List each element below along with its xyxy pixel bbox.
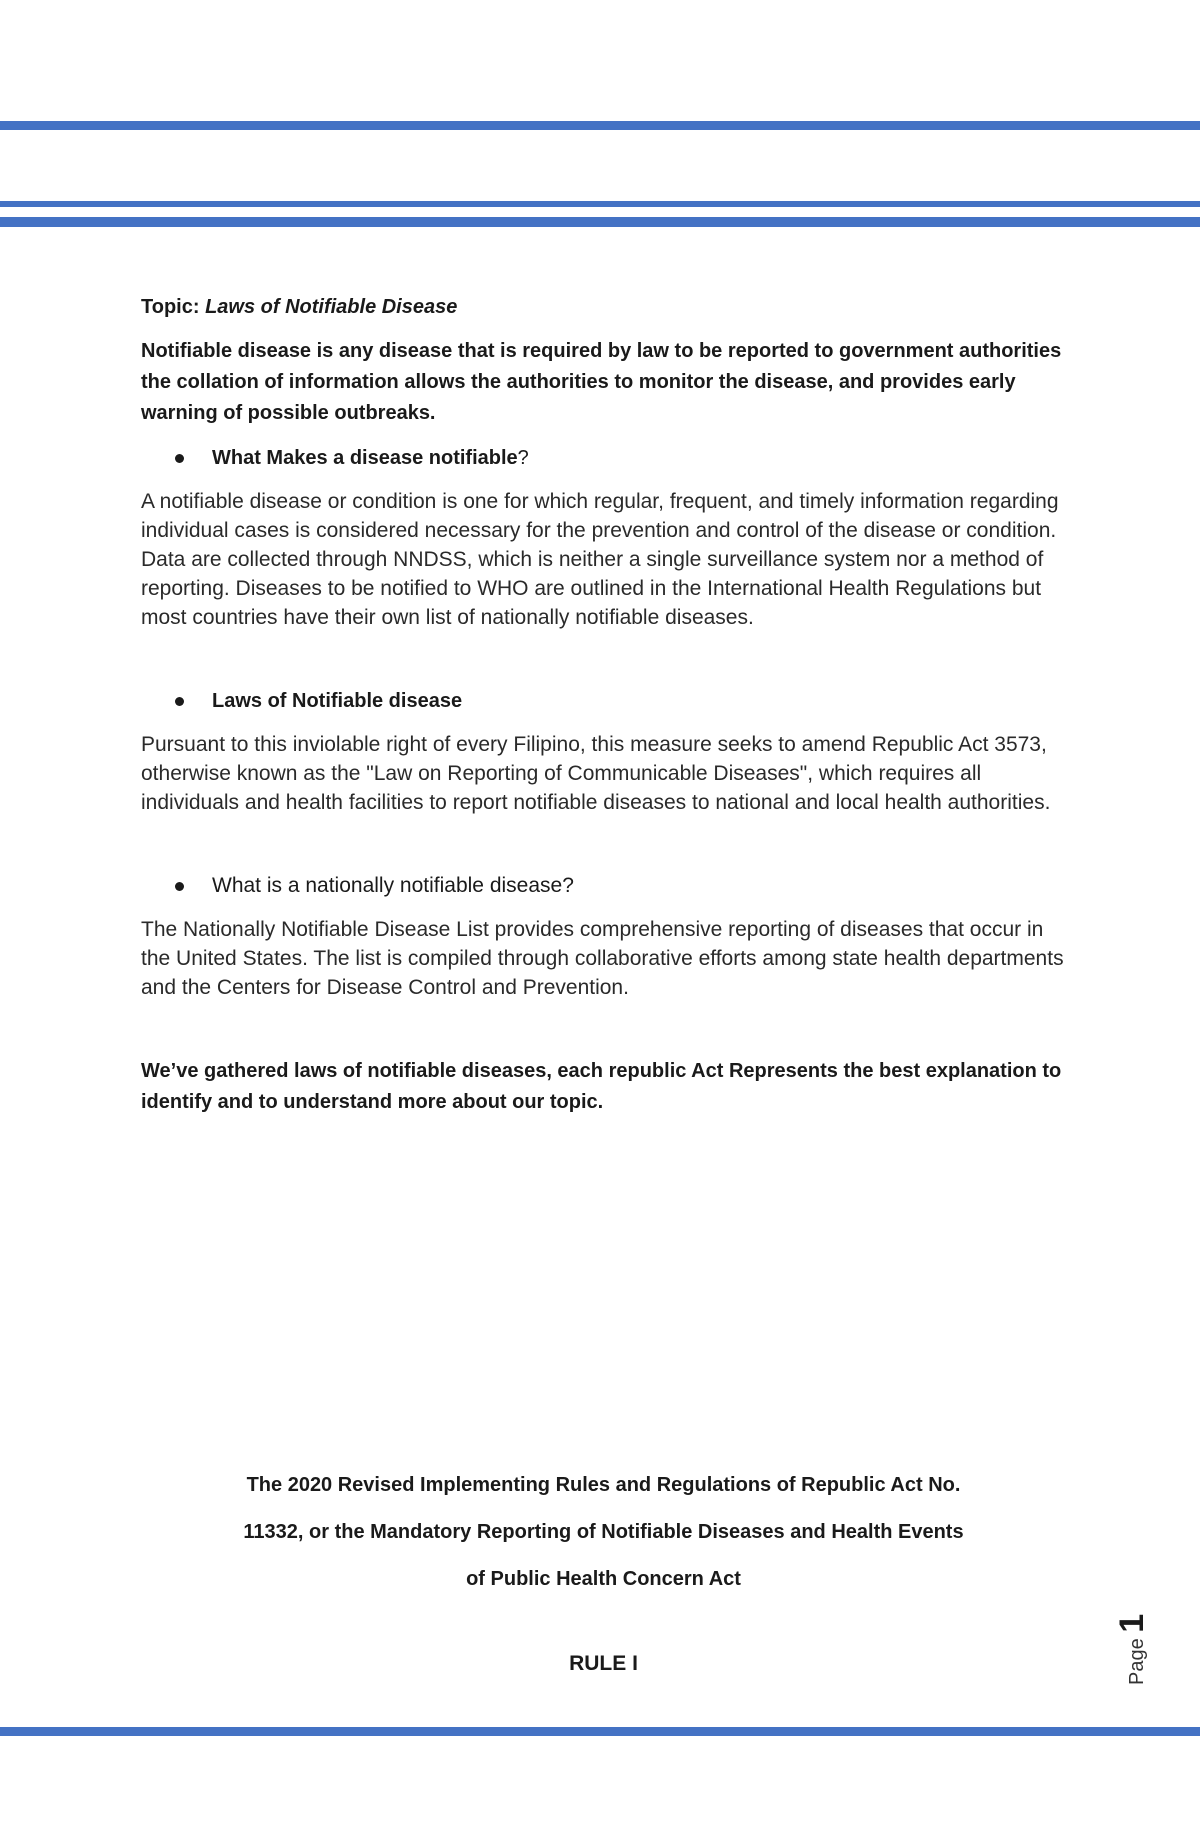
bullet-dot <box>175 454 184 463</box>
section-body-what-makes: A notifiable disease or condition is one for which regular, frequent, and timely information regarding individual cases is considered necessary for the prevention and control of the disease or condition. Data are collected through NNDSS, which is neither a single surveillance system nor a method of reporting. Diseases to be notified to WHO are outlined in the International Health Regulations but most countries have their own list of nationally notifiable diseases. <box>141 490 1059 629</box>
section-body-nationally: The Nationally Notifiable Disease List provides comprehensive reporting of diseases that occur in the United States. The list is compiled through collaborative efforts among state health departments and the Centers for Disease Control and Prevention. <box>141 918 1064 999</box>
section-body-laws: Pursuant to this inviolable right of every Filipino, this measure seeks to amend Republic Act 3573, otherwise known as the "Law on Reporting of Communicable Diseases", which requires all individuals and health facilities to report notifiable diseases to national and local health authorities. <box>141 733 1051 814</box>
bullet-heading-tail: ? <box>517 447 529 469</box>
bullet-heading-text: What is a nationally notifiable disease? <box>212 874 574 897</box>
header-rule-top <box>0 121 1200 130</box>
topic-title: Laws of Notifiable Disease <box>205 296 458 318</box>
topic-label: Topic: <box>141 296 206 318</box>
header-rule-thick <box>0 217 1200 227</box>
ra-title-line-3: of Public Health Concern Act <box>466 1568 741 1590</box>
bullet-heading-nationally <box>141 871 1066 901</box>
bullet-heading-what-makes <box>141 443 1066 473</box>
bullet-heading-text: Laws of Notifiable disease <box>212 690 463 712</box>
page-word: Page <box>1126 1632 1148 1685</box>
ra-title <box>141 1462 1066 1603</box>
page-number-marker <box>1113 1595 1165 1685</box>
bullet-dot <box>175 697 184 706</box>
bullet-dot <box>175 882 184 891</box>
rule-heading: RULE I <box>569 1652 638 1675</box>
document-body <box>141 292 1066 1118</box>
topic-line <box>141 292 1066 322</box>
bullet-heading-laws <box>141 686 1066 716</box>
footer-rule <box>0 1727 1200 1736</box>
header-rule-thin <box>0 201 1200 207</box>
intro-paragraph: Notifiable disease is any disease that is required by law to be reported to government authorities the collation of information allows the authorities to monitor the disease, and provides early warning of possible outbreaks. <box>141 340 1062 424</box>
bullet-heading-text: What Makes a disease notifiable <box>212 447 518 469</box>
page-number: 1 <box>1113 1613 1151 1633</box>
ra-title-line-2: 11332, or the Mandatory Reporting of Notifiable Diseases and Health Events <box>243 1521 964 1543</box>
closing-paragraph: We’ve gathered laws of notifiable diseases, each republic Act Represents the best explanation to identify and to understand more about our topic. <box>141 1060 1062 1113</box>
ra-title-line-1: The 2020 Revised Implementing Rules and Regulations of Republic Act No. <box>246 1474 961 1496</box>
